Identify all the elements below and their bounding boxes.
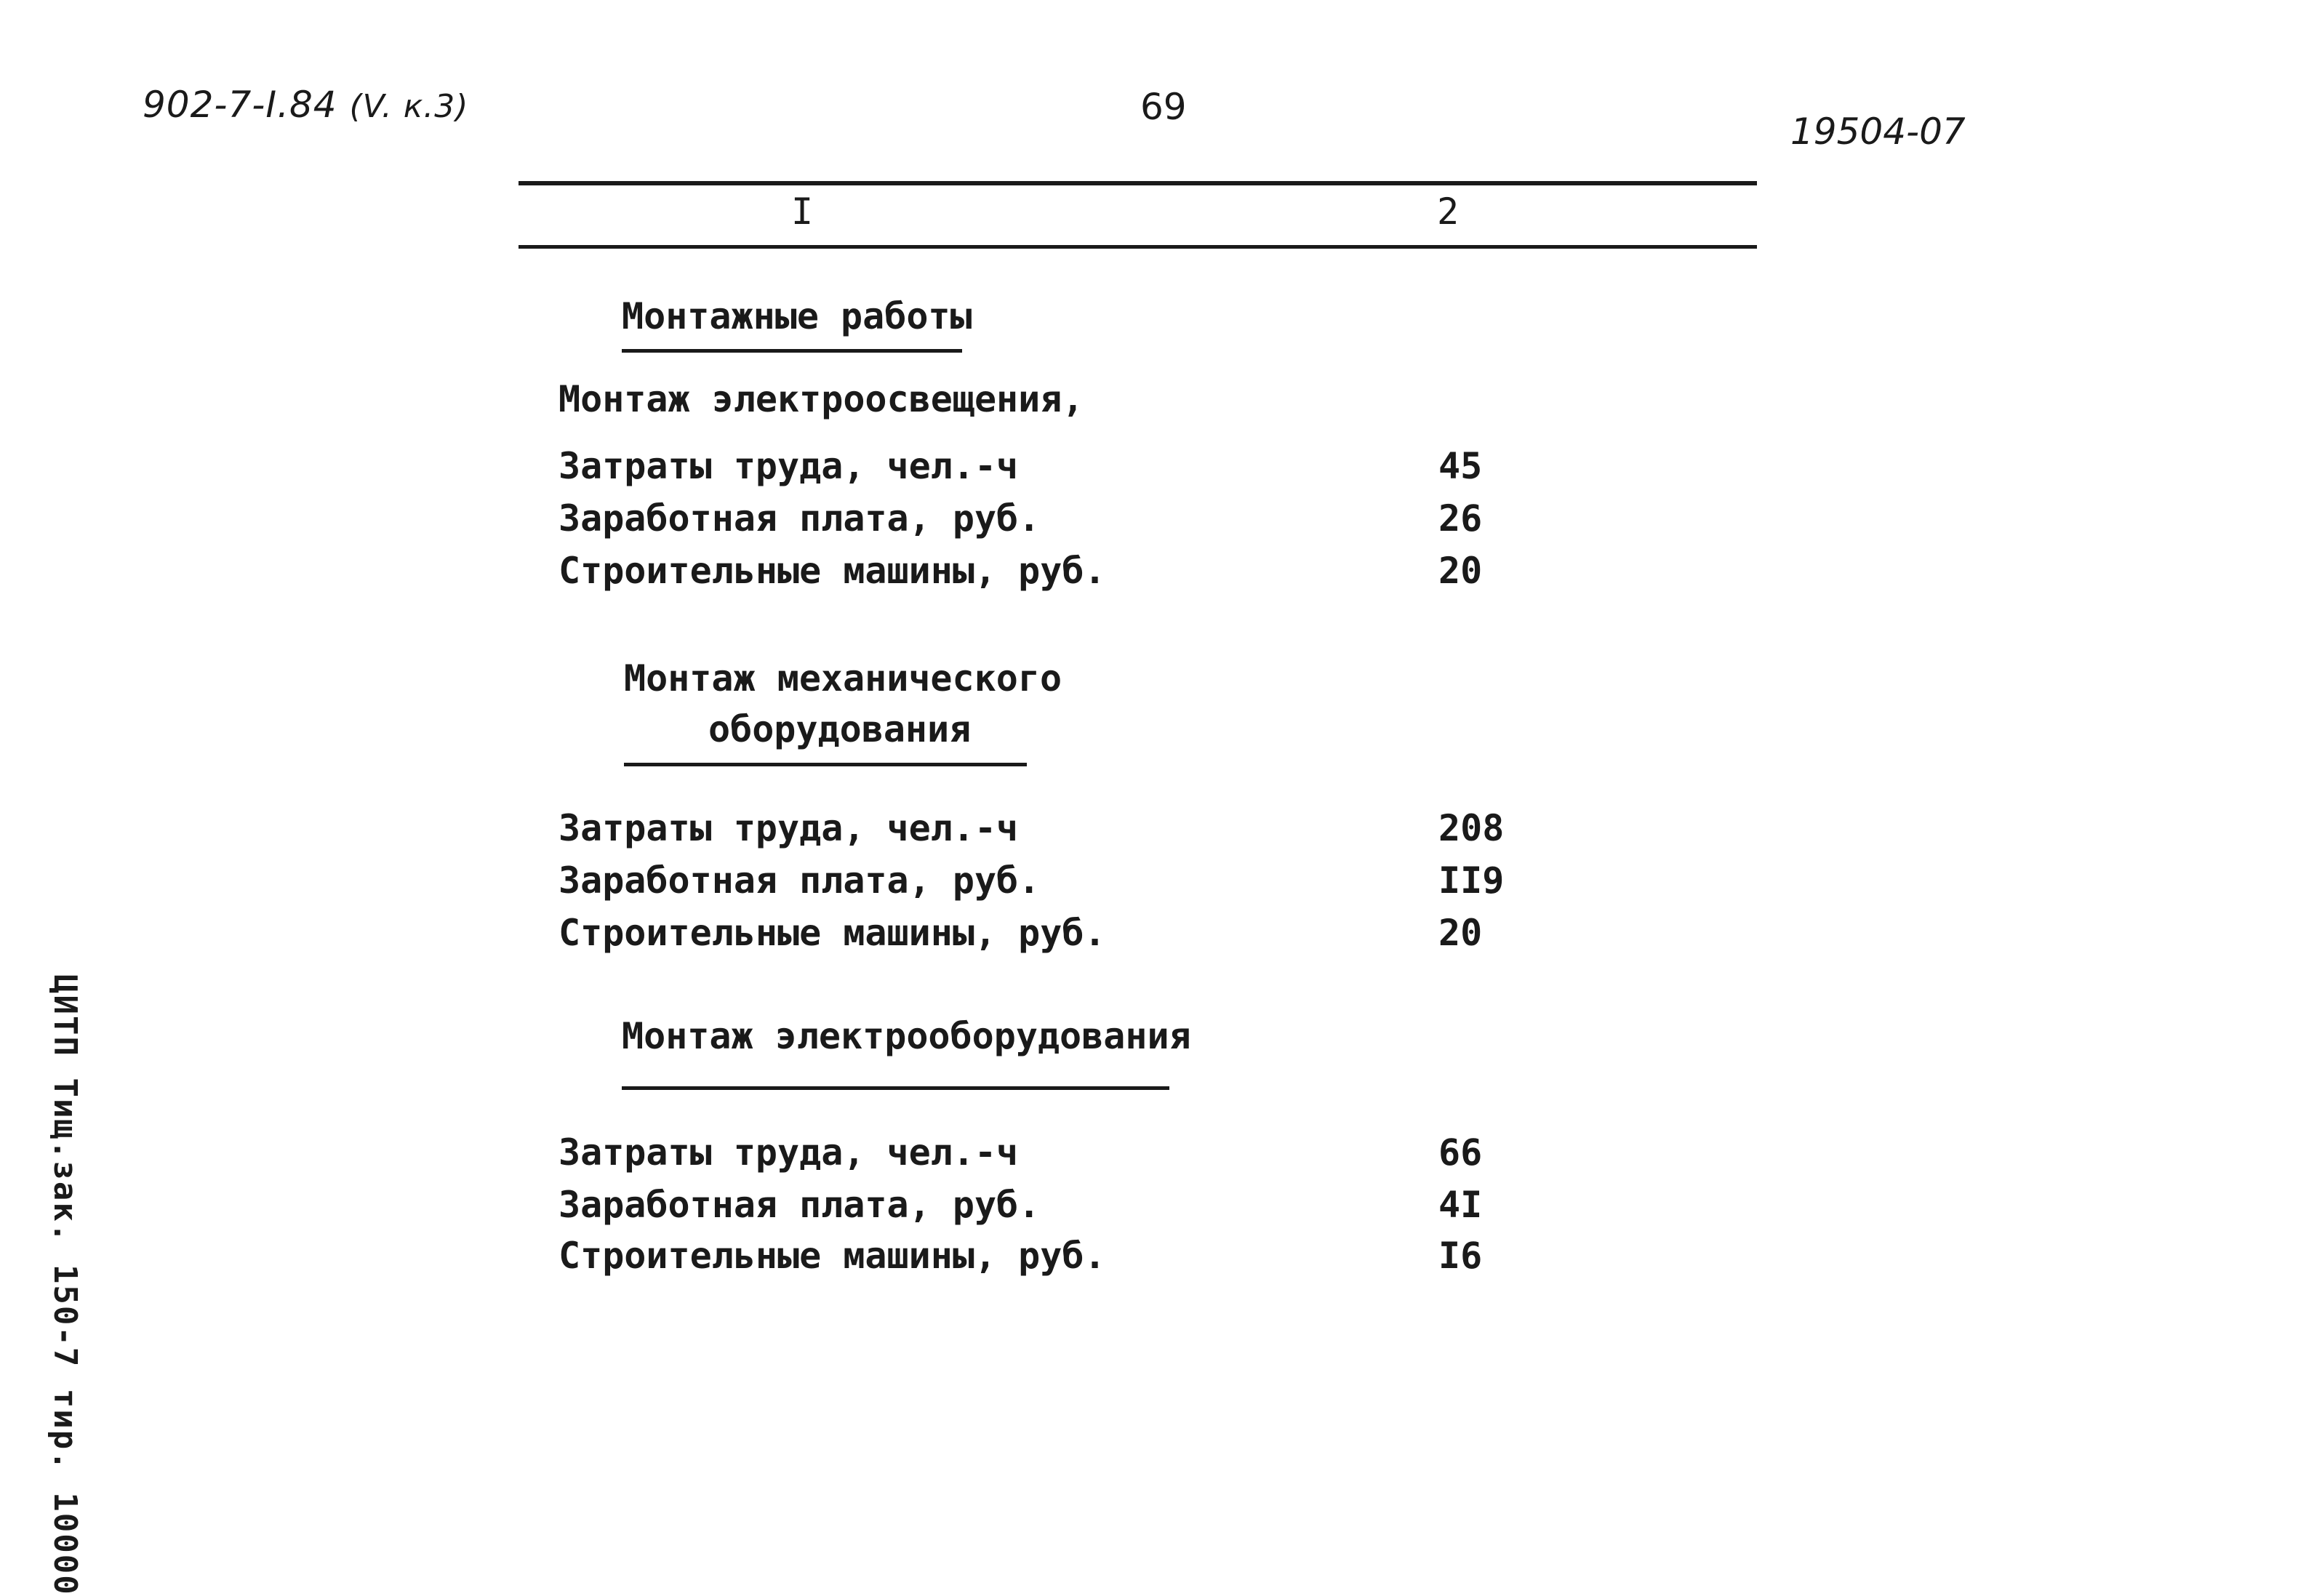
row-value: 66 xyxy=(1438,1131,1483,1174)
row-value: 20 xyxy=(1438,550,1483,592)
section-title: Монтажные работы xyxy=(622,295,972,337)
row-label: Строительные машины, руб. xyxy=(559,550,1106,592)
section-title: Монтаж механического xyxy=(624,657,1062,699)
document-code-note: (V. к.3) xyxy=(349,88,469,125)
row-value: I6 xyxy=(1438,1235,1483,1277)
row-label: Строительные машины, руб. xyxy=(559,912,1106,954)
section-subtitle: Монтаж электроосвещения, xyxy=(559,378,1084,420)
row-value: 4I xyxy=(1438,1184,1483,1226)
row-label: Заработная плата, руб. xyxy=(559,1184,1041,1226)
printer-stamp: ЦИТП Тищ.зак. 150-7 тир. 10000 xyxy=(47,974,84,1596)
section-title: Монтаж электрооборудования xyxy=(622,1015,1191,1057)
page-number: 69 xyxy=(1140,86,1187,128)
row-label: Затраты труда, чел.-ч xyxy=(559,445,1019,487)
inventory-number: 19504-07 xyxy=(1790,111,1966,153)
row-label: Затраты труда, чел.-ч xyxy=(559,1131,1019,1174)
section-title-underline xyxy=(622,1086,1169,1090)
column-header-2: 2 xyxy=(1437,191,1460,233)
row-value: II9 xyxy=(1438,859,1505,902)
row-value: 208 xyxy=(1438,807,1505,849)
section-title-underline xyxy=(624,763,1027,766)
row-label: Заработная плата, руб. xyxy=(559,859,1041,902)
row-label: Затраты труда, чел.-ч xyxy=(559,807,1019,849)
document-code-number: 902-7-I.84 xyxy=(143,84,337,126)
document-code xyxy=(143,84,468,126)
row-label: Строительные машины, руб. xyxy=(559,1235,1106,1277)
section-title-underline xyxy=(622,349,962,353)
table-header-rule xyxy=(519,245,1757,249)
row-label: Заработная плата, руб. xyxy=(559,497,1041,540)
row-value: 26 xyxy=(1438,497,1483,540)
section-title-line-2: оборудования xyxy=(708,708,972,750)
row-value: 20 xyxy=(1438,912,1483,954)
table-top-rule xyxy=(519,181,1757,185)
column-header-1: I xyxy=(791,191,814,233)
row-value: 45 xyxy=(1438,445,1483,487)
